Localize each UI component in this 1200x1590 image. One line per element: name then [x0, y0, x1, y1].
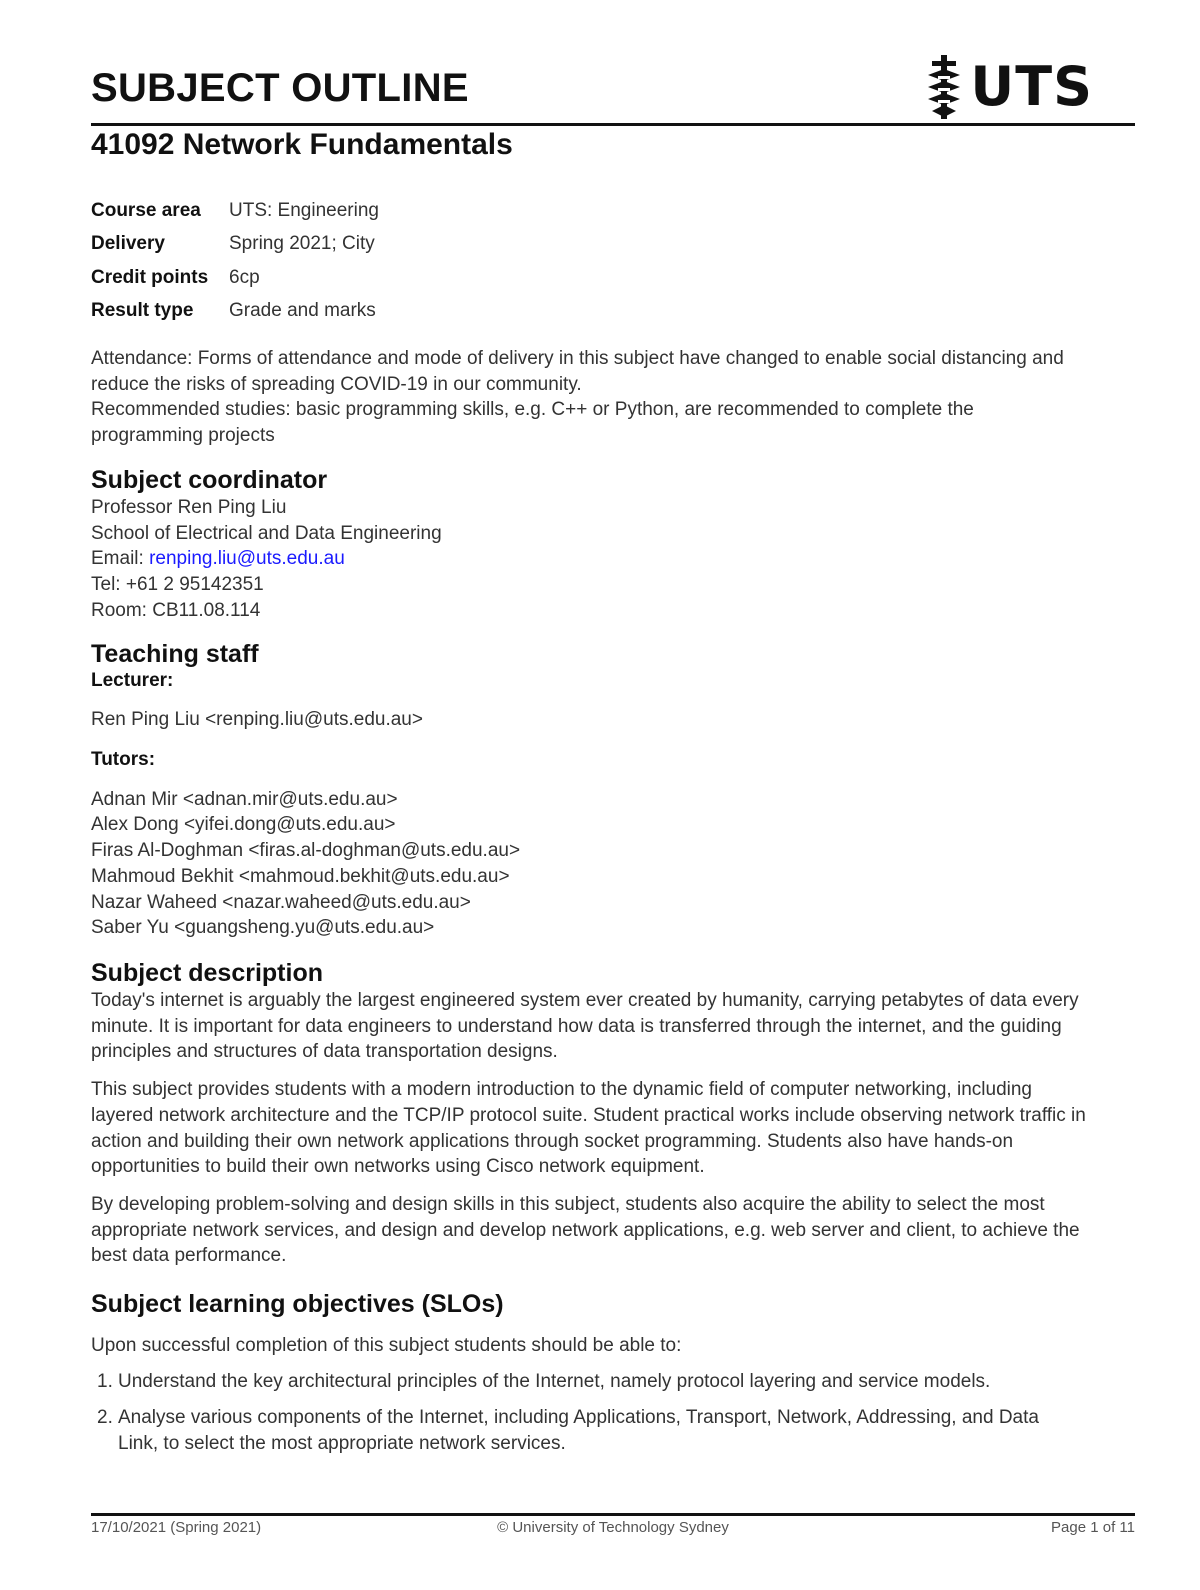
- section-heading: Teaching staff: [91, 640, 259, 668]
- tutor-entry: Alex Dong <yifei.dong@uts.edu.au>: [91, 814, 396, 836]
- footer-copyright: © University of Technology Sydney: [497, 1519, 729, 1536]
- meta-label: Result type: [91, 300, 194, 322]
- section-heading: Subject learning objectives (SLOs): [91, 1290, 504, 1318]
- description-line: Today's internet is arguably the largest engineered system ever created by humanity, carrying petabytes of data every: [91, 990, 1079, 1011]
- email-label: Email:: [91, 548, 150, 570]
- meta-value: Grade and marks: [229, 300, 376, 322]
- tutor-entry: Nazar Waheed <nazar.waheed@uts.edu.au>: [91, 891, 471, 913]
- lecturer-entry: Ren Ping Liu <renping.liu@uts.edu.au>: [91, 709, 423, 730]
- meta-value: UTS: Engineering: [229, 199, 379, 221]
- slo-intro: Upon successful completion of this subject students should be able to:: [91, 1335, 682, 1356]
- description-line: This subject provides students with a modern introduction to the dynamic field of computer networking, including: [91, 1079, 1032, 1101]
- description-paragraph: [91, 988, 1135, 1065]
- coordinator-school: School of Electrical and Data Engineering: [91, 522, 442, 544]
- coordinator-email-line: [91, 546, 1135, 572]
- uts-crest-icon: [924, 55, 964, 119]
- meta-label: Course area: [91, 199, 201, 221]
- coordinator-tel: Tel: +61 2 95142351: [91, 574, 264, 596]
- page-footer: [91, 1519, 1135, 1541]
- tutor-entry: Firas Al-Doghman <firas.al-doghman@uts.edu.au>: [91, 840, 521, 862]
- subject-meta: [91, 194, 379, 328]
- slo-number: 1.: [97, 1370, 113, 1392]
- slo-number: 2.: [97, 1407, 113, 1429]
- description-section: [91, 958, 1135, 1281]
- description-line: appropriate network services, and design and develop network applications, e.g. web server and client, to achieve the: [91, 1219, 1080, 1241]
- slo-item: [91, 1405, 1135, 1456]
- logo-text: UTS: [970, 55, 1093, 118]
- tutor-entry: Adnan Mir <adnan.mir@uts.edu.au>: [91, 788, 398, 810]
- lecturer-heading: Lecturer:: [91, 670, 174, 691]
- description-line: action and building their own network applications through socket programming. Students also have hands-on: [91, 1130, 1014, 1152]
- subject-outline-page: [91, 0, 1135, 1590]
- coordinator-room: Room: CB11.08.114: [91, 599, 261, 621]
- document-title: SUBJECT OUTLINE: [91, 66, 469, 110]
- footer-divider: [91, 1513, 1135, 1516]
- tutor-entry: Mahmoud Bekhit <mahmoud.bekhit@uts.edu.au>: [91, 865, 510, 887]
- coordinator-email-link[interactable]: renping.liu@uts.edu.au: [149, 548, 345, 570]
- footer-date: 17/10/2021 (Spring 2021): [91, 1519, 262, 1536]
- section-heading: Subject coordinator: [91, 466, 328, 494]
- tutors-list: [91, 787, 1135, 941]
- meta-row: [91, 261, 379, 295]
- description-line: By developing problem-solving and design skills in this subject, students also acquire the ability to select the most: [91, 1193, 1045, 1215]
- meta-value: Spring 2021; City: [229, 233, 375, 255]
- tutor-entry: Saber Yu <guangsheng.yu@uts.edu.au>: [91, 917, 435, 939]
- meta-label: Delivery: [91, 233, 165, 255]
- description-line: opportunities to build their own networks using Cisco network equipment.: [91, 1156, 705, 1178]
- intro-line: Recommended studies: basic programming skills, e.g. C++ or Python, are recommended to complete the: [91, 399, 974, 421]
- meta-row: [91, 194, 379, 228]
- section-heading: Subject description: [91, 959, 323, 987]
- coordinator-section: [91, 465, 1135, 624]
- description-line: principles and structures of data transportation designs.: [91, 1041, 558, 1063]
- title-divider: [91, 123, 1135, 126]
- uts-logo: [924, 54, 1093, 120]
- slo-line: Understand the key architectural principles of the Internet, namely protocol layering and service models.: [118, 1370, 991, 1392]
- meta-label: Credit points: [91, 266, 209, 288]
- footer-page-number: Page 1 of 11: [1051, 1519, 1135, 1536]
- description-line: layered network architecture and the TCP/IP protocol suite. Student practical works include observing network traffic in: [91, 1104, 1086, 1126]
- slo-list: [91, 1369, 1135, 1457]
- description-paragraph: [91, 1077, 1135, 1180]
- description-line: best data performance.: [91, 1245, 287, 1267]
- slo-line: Link, to select the most appropriate network services.: [118, 1433, 566, 1455]
- coordinator-name: Professor Ren Ping Liu: [91, 497, 287, 518]
- meta-row: [91, 295, 379, 329]
- intro-line: programming projects: [91, 425, 275, 447]
- slo-text: [118, 1405, 1039, 1456]
- meta-value: 6cp: [229, 266, 260, 288]
- intro-line: Attendance: Forms of attendance and mode of delivery in this subject have changed to enable social distancing and: [91, 348, 1064, 369]
- slo-section: [91, 1289, 1135, 1468]
- slo-text: [118, 1369, 990, 1395]
- meta-row: [91, 228, 379, 262]
- tutors-heading: Tutors:: [91, 748, 156, 770]
- subject-title: 41092 Network Fundamentals: [91, 128, 513, 161]
- intro-line: reduce the risks of spreading COVID-19 in our community.: [91, 373, 582, 395]
- slo-item: [91, 1369, 1135, 1395]
- description-paragraph: [91, 1192, 1135, 1269]
- teaching-staff-section: [91, 639, 1135, 941]
- slo-line: Analyse various components of the Internet, including Applications, Transport, Network, Addressing, and Data: [118, 1407, 1039, 1429]
- description-line: minute. It is important for data engineers to understand how data is transferred through the internet, and the guiding: [91, 1015, 1062, 1037]
- intro-notes: [91, 346, 1135, 449]
